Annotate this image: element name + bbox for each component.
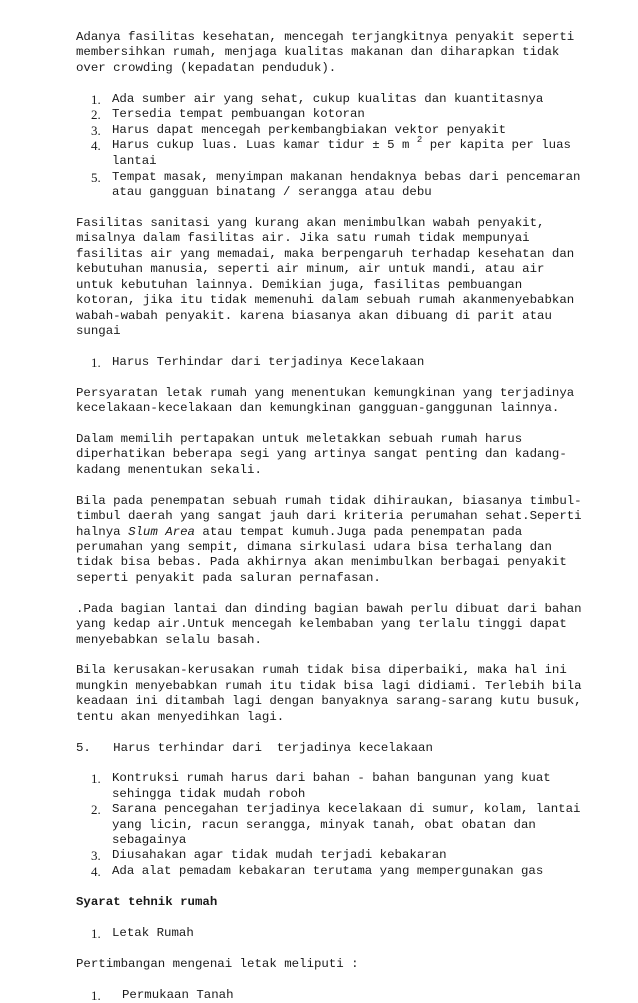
list-item xyxy=(76,355,588,370)
list-item-text: Kontruksi rumah harus dari bahan - bahan bangunan yang kuat sehingga tidak mudah roboh xyxy=(112,771,551,801)
list-item-text-a: Harus cukup luas. Luas kamar tidur ± 5 m xyxy=(112,137,410,152)
list-number: 2. xyxy=(91,107,101,123)
list-item xyxy=(76,134,588,170)
list-number: 3. xyxy=(91,122,101,138)
paragraph-text-a: Bila pada penempatan sebuah rumah tidak dihiraukan, biasanya timbul-timbul daerah yang sangat jauh dari kriteria perumahan sehat.Seperti halnya xyxy=(76,493,582,539)
paragraph-kerusakan-rumah: Bila kerusakan-kerusakan rumah tidak bisa diperbaiki, maka hal ini mungkin menyebabkan rumah itu tidak bisa lagi didiami. Terlebih bila keadaan ini ditambah lagi dengan banyaknya sarang-sarang kutu busuk, tentu akan menyedihkan lagi. xyxy=(76,663,582,724)
list-item-text: Ada alat pemadam kebakaran terutama yang mempergunakan gas xyxy=(112,863,544,878)
list-item-text: Harus dapat mencegah perkembangbiakan vektor penyakit xyxy=(112,122,507,137)
list-number: 4. xyxy=(91,137,101,153)
section-heading-syarat-tehnik: Syarat tehnik rumah xyxy=(76,894,218,909)
paragraph-pertimbangan: Pertimbangan mengenai letak meliputi : xyxy=(76,956,359,971)
list-item xyxy=(76,170,588,201)
paragraph-fasilitas-sanitasi: Fasilitas sanitasi yang kurang akan menimbulkan wabah penyakit, misalnya dalam fasilitas air. Jika satu rumah tidak mempunyai fasilitas air yang memadai, maka berpengaruh terhadap kesehatan dan kebutuhan manusia, seperti air minum, air untuk mandi, atau air untuk kebutuhan lainnya. Demikian juga, fasilitas pembuangan kotoran, jika itu tidak memenuhi dalam sebuah rumah akanmenyebabkan wabah-wabah penyakit. karena biasanya akan dibuang di parit atau sungai xyxy=(76,216,575,338)
list-item-text: Sarana pencegahan terjadinya kecelakaan di sumur, kolam, lantai yang licin, racun serangga, minyak tanah, obat obatan dan sebagainya xyxy=(112,802,581,848)
list-item xyxy=(76,988,588,1003)
list-item xyxy=(76,848,588,863)
list-number: 1. xyxy=(91,987,101,1003)
list-item-text: Tempat masak, menyimpan makanan hendaknya bebas dari pencemaran atau gangguan binatang / serangga atau debu xyxy=(112,169,581,200)
list-item xyxy=(76,92,588,107)
list-item-text: Ada sumber air yang sehat, cukup kualitas dan kuantitasnya xyxy=(112,91,544,106)
list-number: 4. xyxy=(91,863,101,879)
list-item xyxy=(76,926,588,941)
paragraph-text-b: atau tempat kumuh.Juga pada penempatan pada perumahan yang sempit, dimana sirkulasi udara bisa terhalang dan tidak bisa bebas. Pada akhirnya akan menimbulkan berbagai penyakit seperti penyakit pada saluran pernafasan. xyxy=(76,524,567,585)
list-syarat-kesehatan xyxy=(76,92,588,201)
list-kecelakaan xyxy=(76,355,588,370)
list-item xyxy=(76,123,588,138)
list-item xyxy=(76,771,588,802)
list-item-text: Harus Terhindar dari terjadinya Kecelakaan xyxy=(112,354,425,369)
list-item-text-b: per kapita per luas lantai xyxy=(112,137,571,169)
list-item-text: Permukaan Tanah xyxy=(122,987,234,1002)
list-number: 1. xyxy=(91,925,101,941)
list-number: 1. xyxy=(91,771,101,787)
list-number: 5. xyxy=(91,169,101,185)
paragraph-memilih-pertapakan: Dalam memilih pertapakan untuk meletakkan sebuah rumah harus diperhatikan beberapa segi yang artinya sangat penting dan kadang-kadang menentukan sekali. xyxy=(76,432,567,477)
paragraph-persyaratan-letak: Persyaratan letak rumah yang menentukan kemungkinan yang terjadinya kecelakaan-kecelakaan dan kemungkinan gangguan-ganggunan lainnya. xyxy=(76,385,575,416)
list-item xyxy=(76,864,588,879)
list-item-text: Letak Rumah xyxy=(112,925,194,940)
list-item xyxy=(76,107,588,122)
list-permukaan-tanah xyxy=(76,988,588,1003)
italic-term: Slum Area xyxy=(128,524,195,539)
list-number: 3. xyxy=(91,848,101,864)
list-number: 1. xyxy=(91,354,101,370)
paragraph-fasilitas-kesehatan: Adanya fasilitas kesehatan, mencegah terjangkitnya penyakit seperti membersihkan rumah, menjaga kualitas makanan dan diharapkan tidak over crowding (kepadatan penduduk). xyxy=(76,30,575,75)
list-number: 2. xyxy=(91,802,101,818)
list-item-text: Tersedia tempat pembuangan kotoran xyxy=(112,107,365,122)
paragraph-penempatan-rumah xyxy=(76,494,588,586)
superscript: 2 xyxy=(416,134,423,145)
list-pencegahan-kecelakaan xyxy=(76,771,588,879)
list-item-text: Diusahakan agar tidak mudah terjadi kebakaran xyxy=(112,848,447,863)
list-letak-rumah xyxy=(76,926,588,941)
paragraph-lantai-dinding: .Pada bagian lantai dan dinding bagian bawah perlu dibuat dari bahan yang kedap air.Untuk mencegah kelembaban yang terlalu tinggi dapat menyebabkan selalu basah. xyxy=(76,601,582,647)
list-number: 1. xyxy=(91,91,101,107)
list-item xyxy=(76,802,588,848)
section-heading-5: 5. Harus terhindar dari terjadinya kecelakaan xyxy=(76,740,433,755)
